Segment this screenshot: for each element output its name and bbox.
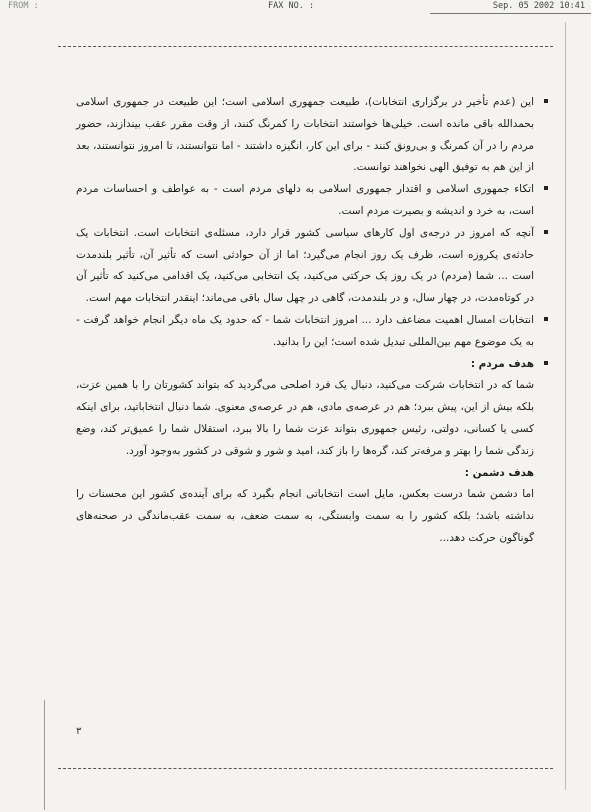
document-body <box>76 92 534 550</box>
paragraph-international-topic <box>76 310 534 354</box>
paragraph-election-timing <box>76 92 534 179</box>
heading-people-goal <box>76 354 534 376</box>
header-rule <box>430 13 591 14</box>
heading-text: هدف مردم : <box>470 357 534 370</box>
paragraph-text: آنچه که امروز در درجه‌ی اول کارهای سیاسی کشور قرار دارد، مسئله‌ی انتخابات است. انتخابات یک حادثه‌ی یکروزه است، ظرف یک روز انجام می‌گیرد؛ اما از آن حوادثی است که تأثیر آن، تأثیر بلندمدت است ... شما (مردم) در یک روز یک حرکتی می‌کنید، یک انتخابی می‌کنید، یک اقدامی می‌کنید که تأثیر آن در کوتاه‌مدت، در چهار سال، و در بلندمدت، گاهی در چهل سال باقی می‌ماند؛ اینقدر انتخابات مهم است. <box>76 226 534 305</box>
paragraph-text: شما که در انتخابات شرکت می‌کنید، دنبال یک فرد اصلحی می‌گردید که بتواند کشورتان را با همین عزت، بلکه بیش از این، پیش ببرد؛ هم در عرصه‌ی مادی، هم در عرصه‌ی معنوی. شما دنبال انتخاباتید، برای اینکه کسی یا کسانی، دولتی، رئیس جمهوری بتواند عزت شما را بالا ببرد، استقلال شما را عمیق‌تر کند، وضع زندگی شما را بهتر و مرفه‌تر کند، گره‌ها را باز کند، امید و شور و شوقی در کشور به‌وجود آورد. <box>76 379 534 457</box>
paragraph-people-support <box>76 179 534 223</box>
paragraph-text: اتکاء جمهوری اسلامی و اقتدار جمهوری اسلامی به دلهای مردم است - به عواطف و احساسات مردم است، به خرد و اندیشه و بصیرت مردم است. <box>76 183 534 217</box>
paragraph-text: اما دشمن شما درست بعکس، مایل است انتخاباتی انجام بگیرد که برای آینده‌ی کشور این محسنات را نداشته باشد؛ بلکه کشور را به سمت وابستگی، به سمت ضعف، به سمت عقب‌ماندگی در صحنه‌های گوناگون حرکت دهد... <box>76 488 534 544</box>
paragraph-election-importance <box>76 223 534 310</box>
paragraph-people-goal <box>76 375 534 462</box>
fax-from-label: FROM : <box>8 1 39 11</box>
heading-text: هدف دشمن : <box>464 466 534 479</box>
bullet-marker <box>544 99 548 103</box>
fax-number-label: FAX NO. : <box>268 1 315 11</box>
fax-datetime: Sep. 05 2002 10:41 <box>492 1 585 11</box>
left-margin-line <box>44 700 45 810</box>
bottom-dashed-divider <box>58 768 553 769</box>
heading-enemy-goal <box>76 463 534 485</box>
fax-header <box>0 0 591 14</box>
top-dashed-divider <box>58 46 553 47</box>
bullet-marker <box>544 317 548 321</box>
paragraph-text: انتخابات امسال اهمیت مضاعف دارد ... امروز انتخابات شما - که حدود یک ماه دیگر انجام خواهد گرفت - به یک موضوع مهم بین‌المللی تبدیل شده است؛ این را بدانید. <box>76 313 534 348</box>
paragraph-enemy-goal <box>76 484 534 549</box>
right-margin-line <box>565 22 566 790</box>
page-number: ۳ <box>76 726 82 737</box>
paragraph-text: این (عدم تأخیر در برگزاری انتخابات)، طبیعت جمهوری اسلامی است؛ این طبیعت در جمهوری اسلامی بحمدالله باقی مانده است. خیلی‌ها خواستند انتخابات را کمرنگ کنند، از وقت مقرر عقب بیندازند، حضور مردم را در آن کمرنگ و بی‌رونق کنند - برای این کار، انگیزه داشتند - اما نتوانستند، تا امروز نتوانستند، بعد از این هم به توفیق الهی نخواهند توانست. <box>76 96 534 174</box>
bullet-marker <box>544 230 548 234</box>
bullet-marker <box>544 361 548 365</box>
bullet-marker <box>544 186 548 190</box>
